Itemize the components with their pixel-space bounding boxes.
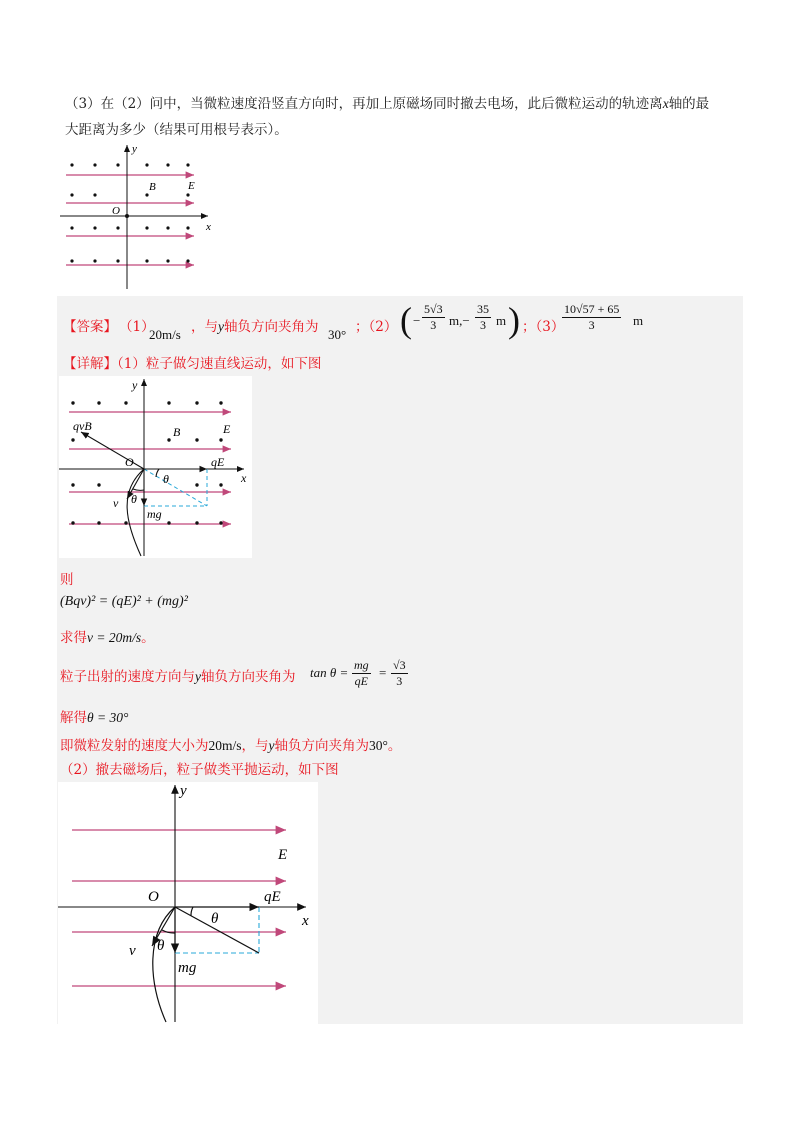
velocity-label: v — [113, 496, 119, 510]
magnetic-field-label: B — [149, 181, 156, 193]
question-line-1: （3）在（2）问中，当微粒速度沿竖直方向时，再加上原磁场同时撤去电场，此后微粒运动的轨迹离x轴的最 — [65, 96, 710, 112]
origin-label: O — [148, 889, 159, 905]
electric-force-label: qE — [211, 455, 225, 469]
solve-angle-line: 解得θ = 30° — [60, 710, 129, 726]
question-line-2: 大距离为多少（结果可用根号表示）。 — [65, 122, 288, 138]
answer-angle: 30° — [328, 327, 347, 342]
origin-point — [125, 214, 129, 218]
answer-line — [63, 301, 743, 347]
x-axis-label: x — [302, 913, 309, 929]
theta-label-upper: θ — [211, 911, 219, 927]
paren-left: ( — [400, 300, 412, 340]
answer-sep1: ；（2） — [355, 319, 398, 335]
answer-mid1: ，与y轴负方向夹角为 — [191, 319, 319, 335]
coord-x-unit: m,− — [449, 313, 470, 328]
y-axis-label: y — [132, 143, 137, 155]
x-axis-label: x — [241, 471, 247, 485]
electric-field-label: E — [188, 180, 195, 192]
electric-field-label: E — [223, 422, 231, 436]
theta-label-lower: θ — [157, 938, 165, 954]
part2-intro: （2）撤去磁场后，粒子做类平抛运动，如下图 — [60, 762, 339, 778]
velocity-label: v — [129, 943, 136, 959]
y-axis-label: y — [180, 783, 187, 799]
axes — [60, 145, 208, 289]
tan-value-fraction: $\frac{√3}{3}$ — [393, 658, 406, 688]
answer-result-fraction: $\frac{10√57 + 65}{3}$ — [564, 302, 620, 332]
figure-field-diagram-1 — [60, 143, 220, 293]
detail-heading: 【详解】（1）粒子做匀速直线运动，如下图 — [63, 356, 322, 372]
x-axis-label: x — [206, 221, 211, 233]
magnetic-field-label: B — [173, 425, 181, 439]
origin-label: O — [125, 455, 134, 469]
coord-x-fraction: $\frac{5√3}{3}$ — [424, 302, 443, 332]
theta-label-upper: θ — [163, 472, 169, 486]
coord-y-unit: m — [496, 313, 507, 328]
question-3 — [65, 91, 755, 143]
answer-part1-label: （1） — [119, 319, 155, 335]
origin-label: O — [112, 205, 120, 217]
conclusion-line: 即微粒发射的速度大小为20m/s，与y轴负方向夹角为30°。 — [60, 738, 402, 754]
coord-y-fraction: $\frac{35}{3}$ — [477, 302, 489, 332]
figure-force-diagram-1 — [59, 376, 252, 558]
minus-sign: − — [413, 313, 421, 328]
solve-speed-line: 求得v = 20m/s。 — [60, 630, 155, 646]
answer-speed: 20m/s — [149, 327, 181, 342]
magnetic-field-dots — [70, 163, 189, 262]
paren-right: ) — [508, 300, 520, 340]
answer-sep2: ；（3） — [522, 319, 565, 335]
equation-forces: (Bqv)² = (qE)² + (mg)² — [60, 594, 188, 609]
electric-force-label: qE — [264, 889, 281, 905]
gravity-label: mg — [178, 960, 197, 976]
answer-tag: 【答案】 — [63, 319, 117, 335]
then-label: 则 — [60, 572, 74, 588]
tan-lhs: tan θ = — [310, 665, 349, 680]
gravity-label: mg — [147, 507, 162, 521]
tan-equals: = — [379, 665, 387, 680]
y-axis-label: y — [132, 378, 138, 392]
field-lines — [66, 175, 194, 265]
electric-field-label: E — [278, 847, 288, 863]
lorentz-force-label: qvB — [73, 419, 92, 433]
tan-fraction: $\frac{mg}{qE}$ — [354, 658, 369, 688]
figure-force-diagram-2 — [58, 782, 318, 1024]
theta-label-lower: θ — [131, 492, 137, 506]
answer-result-unit: m — [633, 313, 644, 328]
